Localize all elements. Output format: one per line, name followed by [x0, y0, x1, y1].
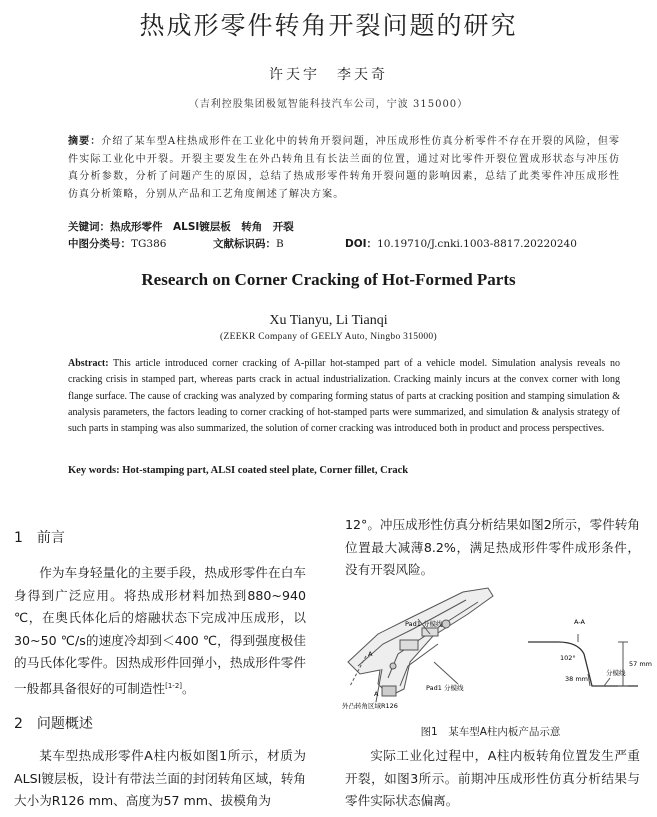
figure-1-caption: 图1 某车型A柱内板产品示意 [420, 726, 561, 738]
doc-code-value: B [276, 238, 284, 250]
english-affiliation: (ZEEKR Company of GEELY Auto, Ningbo 315000) [220, 332, 437, 342]
doc-code-label: 文献标识码： [213, 238, 276, 250]
english-abstract [68, 356, 620, 437]
abstract-text: 介绍了某车型A柱热成形件在工业化中的转角开裂问题，冲压成形性仿真分析零件不存在开裂的风险，但零件实际工业化中开裂。开裂主要发生在外凸转角且有长法兰面的位置，通过对比零件开裂位置成形状态与冲压仿真分析参数，分析了问题产生的原因，总结了热成形零件转角开裂问题的影响因素，总结了此类零件冲压成形性仿真分析策略，分别从产品和工艺角度阐述了解决方案。 [68, 136, 620, 200]
parting-line-label: 分模线 [606, 669, 626, 677]
doi-value[interactable]: 10.19710/J.cnki.1003-8817.20220240 [377, 238, 577, 250]
english-keywords-label: Key words: [68, 465, 120, 476]
section-mark-bottom: A [374, 690, 379, 698]
pad1-label-bottom: Pad1 分模线 [426, 684, 464, 692]
section-1-text: 作为车身轻量化的主要手段，热成形零件在白车身得到广泛应用。将热成形材料加热到880~940 ℃，在奥氏体化后的熔融状态下完成冲压成形，以30~50 ℃/s的速度冷却到＜400 ℃，得到强度极佳的马氏体化零件。因热成形件回弹小，热成形件零件一般都具备很好的可制造性 [14, 565, 306, 696]
doi-label: DOI： [345, 238, 378, 250]
english-authors: Xu Tianyu, Li Tianqi [269, 313, 388, 328]
chinese-affiliation: （吉利控股集团极氪智能科技汽车公司，宁波 315000） [188, 99, 469, 110]
keywords-label: 关键词： [68, 221, 110, 233]
right-column-text-1: 12°。冲压成形性仿真分析结果如图2所示，零件转角位置最大减薄8.2%，满足热成形件零件成形条件，没有开裂风险。 [345, 517, 640, 577]
right-column-text-2: 实际工业化过程中，A柱内板转角位置发生严重开裂，如图3所示。前期冲压成形性仿真分析结果与零件实际状态偏离。 [345, 748, 640, 808]
section-aa-title: A-A [574, 618, 585, 626]
corner-region-label: 外凸转角区域R126 [342, 702, 398, 710]
abstract-label: 摘要： [68, 136, 102, 147]
english-abstract-label: Abstract: [68, 358, 109, 369]
section-2-body: 某车型热成形零件A柱内板如图1所示，材质为ALSI镀层板，设计有带法兰面的封闭转角区域，转角大小为R126 mm、高度为57 mm、拔模角为 [14, 748, 306, 808]
pad1-label-top: Pad1 分模线 [405, 620, 443, 628]
section-1-body [14, 562, 306, 700]
section-2-heading: 2 问题概述 [14, 716, 93, 732]
chinese-abstract [68, 133, 620, 203]
depth-dimension: 38 mm [565, 675, 589, 683]
clc-value: TG386 [131, 238, 167, 250]
clc-label: 中图分类号： [68, 238, 131, 250]
chinese-title: 热成形零件转角开裂问题的研究 [139, 11, 518, 40]
citation-ref[interactable]: [1-2] [165, 681, 183, 690]
english-abstract-text: This article introduced corner cracking of A-pillar hot-stamped part of a vehicle model. Simulation analysis reveals no cracking crisis in stamped part, whereas parts crack in actual industrialization. Cracking mainly incurs at the convex corner with long flange surface. The cause of cracking was analyzed by comparing forming status of parts at cracking position and stamping simulation & analysis parameters, the factors leading to corner cracking of hot-stamped parts were summarized, and simulation & analysis strategy of such parts in stamping was also summarized, the solution of corner cracking was introduced both in product and process perspectives. [68, 358, 620, 435]
english-keywords [68, 465, 408, 476]
english-keywords-text: Hot-stamping part, ALSI coated steel plate, Corner fillet, Crack [122, 465, 409, 476]
angle-dimension: 102° [560, 654, 576, 662]
figure-1 [338, 574, 653, 724]
section-mark-top: A [368, 650, 373, 658]
section-1-end: 。 [182, 680, 195, 696]
section-1-heading: 1 前言 [14, 530, 65, 546]
height-dimension: 57 mm [629, 660, 653, 668]
a-pillar-illustration [338, 574, 653, 724]
classification-line [68, 236, 628, 251]
keywords-text: 热成形零件 ALSI镀层板 转角 开裂 [110, 221, 294, 233]
chinese-authors: 许天宇 李天奇 [269, 67, 388, 83]
english-title: Research on Corner Cracking of Hot-Formed Parts [141, 270, 516, 289]
chinese-keywords [68, 219, 294, 234]
